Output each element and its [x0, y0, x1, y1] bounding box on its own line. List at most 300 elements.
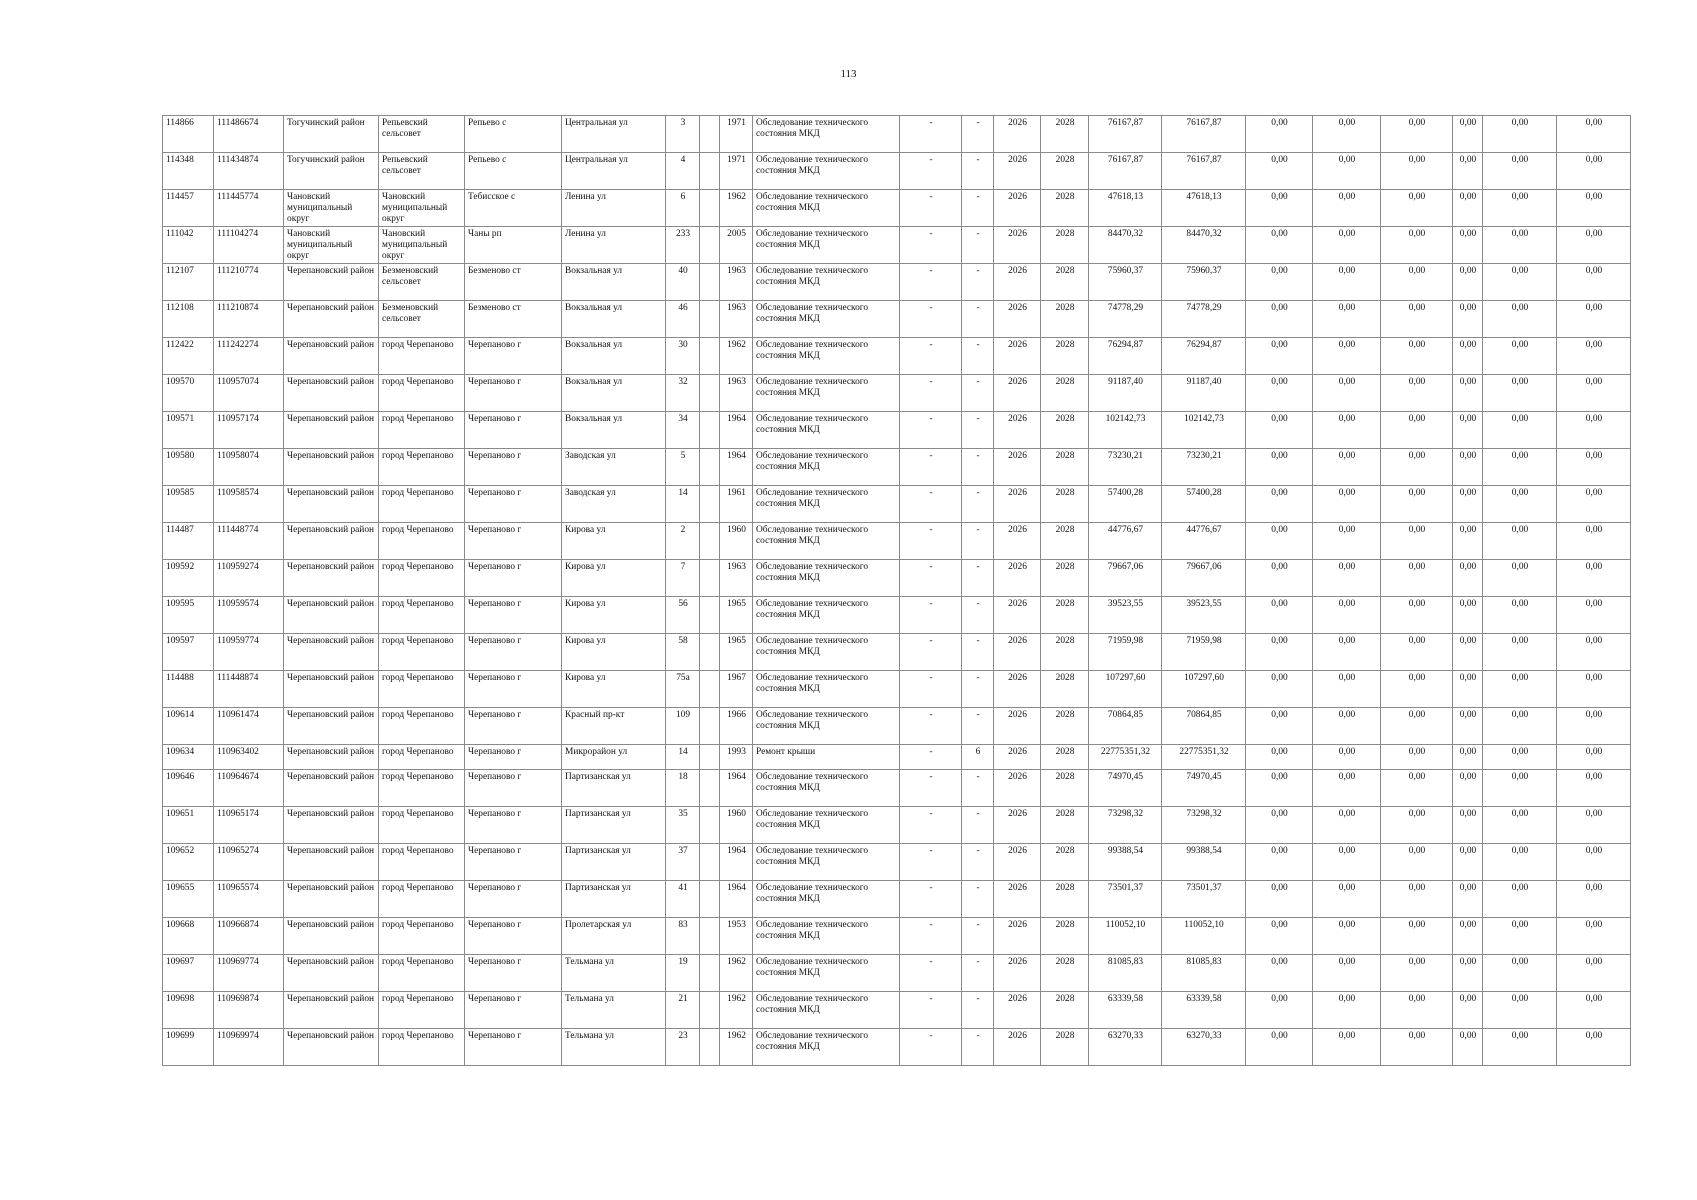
cell-house-number: 7 — [666, 560, 700, 597]
cell-total-cost: 107297,60 — [1089, 671, 1162, 708]
cell-other-funds: 0,00 — [1483, 918, 1557, 955]
cell-work-type: Обследование технического состояния МКД — [753, 412, 900, 449]
cell-regional-budget: 0,00 — [1313, 486, 1381, 523]
cell-reserve: 0,00 — [1557, 745, 1631, 770]
cell-owner-funds: 0,00 — [1453, 745, 1483, 770]
cell-build-year: 1962 — [720, 992, 753, 1029]
cell-house-number: 46 — [666, 301, 700, 338]
cell-settlement: Черепаново г — [465, 597, 562, 634]
cell-quantity: - — [962, 955, 994, 992]
cell-start-year: 2026 — [994, 770, 1041, 807]
cell-district: Черепановский район — [284, 1029, 379, 1066]
cell-federal-support: 0,00 — [1246, 918, 1313, 955]
cell-quantity: - — [962, 844, 994, 881]
table-row — [163, 671, 1631, 708]
cell-reserve: 0,00 — [1557, 449, 1631, 486]
cell-record-id: 114487 — [163, 523, 214, 560]
table-row — [163, 708, 1631, 745]
cell-regional-budget: 0,00 — [1313, 227, 1381, 264]
cell-municipality: город Черепаново — [379, 560, 465, 597]
cell-local-budget: 0,00 — [1381, 881, 1453, 918]
cell-local-budget: 0,00 — [1381, 708, 1453, 745]
cell-record-id: 109651 — [163, 807, 214, 844]
cell-municipality: Чановский муниципальный округ — [379, 190, 465, 227]
cell-total-cost: 76167,87 — [1089, 116, 1162, 153]
cell-house-code: 110958574 — [214, 486, 284, 523]
table-row — [163, 1029, 1631, 1066]
cell-reserve: 0,00 — [1557, 227, 1631, 264]
cell-start-year: 2026 — [994, 745, 1041, 770]
cell-federal-support: 0,00 — [1246, 1029, 1313, 1066]
cell-district: Черепановский район — [284, 375, 379, 412]
cell-house-number: 30 — [666, 338, 700, 375]
cell-reserve: 0,00 — [1557, 301, 1631, 338]
cell-house-number: 14 — [666, 745, 700, 770]
cell-start-year: 2026 — [994, 227, 1041, 264]
cell-regional-fund: 75960,37 — [1162, 264, 1246, 301]
cell-regional-fund: 84470,32 — [1162, 227, 1246, 264]
cell-build-year: 1964 — [720, 881, 753, 918]
cell-municipality: город Черепаново — [379, 375, 465, 412]
cell-settlement: Черепаново г — [465, 375, 562, 412]
cell-federal-support: 0,00 — [1246, 992, 1313, 1029]
cell-owner-funds: 0,00 — [1453, 708, 1483, 745]
cell-house-number: 41 — [666, 881, 700, 918]
cell-regional-fund: 73298,32 — [1162, 807, 1246, 844]
cell-start-year: 2026 — [994, 992, 1041, 1029]
cell-district: Черепановский район — [284, 560, 379, 597]
cell-regional-budget: 0,00 — [1313, 918, 1381, 955]
cell-end-year: 2028 — [1041, 634, 1089, 671]
cell-district: Черепановский район — [284, 412, 379, 449]
cell-street: Партизанская ул — [562, 807, 666, 844]
cell-street: Кирова ул — [562, 671, 666, 708]
cell-record-id: 109585 — [163, 486, 214, 523]
cell-municipality: город Черепаново — [379, 338, 465, 375]
page-number: 113 — [840, 68, 857, 80]
cell-street: Пролетарская ул — [562, 918, 666, 955]
cell-house-code: 110969874 — [214, 992, 284, 1029]
cell-municipality: город Черепаново — [379, 671, 465, 708]
cell-federal-support: 0,00 — [1246, 955, 1313, 992]
cell-quantity: - — [962, 412, 994, 449]
cell-municipality: город Черепаново — [379, 597, 465, 634]
cell-building — [700, 597, 720, 634]
cell-settlement: Черепаново г — [465, 807, 562, 844]
cell-house-code: 111445774 — [214, 190, 284, 227]
cell-house-code: 111448774 — [214, 523, 284, 560]
cell-regional-budget: 0,00 — [1313, 807, 1381, 844]
cell-other-funds: 0,00 — [1483, 190, 1557, 227]
cell-record-id: 114866 — [163, 116, 214, 153]
cell-unit: - — [900, 918, 962, 955]
cell-municipality: город Черепаново — [379, 844, 465, 881]
cell-street: Вокзальная ул — [562, 412, 666, 449]
cell-work-type: Обследование технического состояния МКД — [753, 770, 900, 807]
cell-start-year: 2026 — [994, 338, 1041, 375]
cell-local-budget: 0,00 — [1381, 992, 1453, 1029]
cell-regional-fund: 74778,29 — [1162, 301, 1246, 338]
cell-regional-fund: 63339,58 — [1162, 992, 1246, 1029]
cell-start-year: 2026 — [994, 881, 1041, 918]
cell-local-budget: 0,00 — [1381, 745, 1453, 770]
cell-record-id: 109614 — [163, 708, 214, 745]
cell-settlement: Черепаново г — [465, 745, 562, 770]
cell-settlement: Репьево с — [465, 116, 562, 153]
cell-federal-support: 0,00 — [1246, 807, 1313, 844]
cell-build-year: 1971 — [720, 116, 753, 153]
cell-regional-budget: 0,00 — [1313, 881, 1381, 918]
cell-work-type: Обследование технического состояния МКД — [753, 375, 900, 412]
cell-unit: - — [900, 412, 962, 449]
cell-reserve: 0,00 — [1557, 412, 1631, 449]
cell-record-id: 112422 — [163, 338, 214, 375]
cell-district: Черепановский район — [284, 918, 379, 955]
cell-municipality: Репьевский сельсовет — [379, 153, 465, 190]
cell-federal-support: 0,00 — [1246, 671, 1313, 708]
cell-quantity: - — [962, 116, 994, 153]
cell-regional-budget: 0,00 — [1313, 190, 1381, 227]
cell-building — [700, 881, 720, 918]
cell-build-year: 1953 — [720, 918, 753, 955]
cell-street: Ленина ул — [562, 190, 666, 227]
cell-other-funds: 0,00 — [1483, 560, 1557, 597]
cell-local-budget: 0,00 — [1381, 1029, 1453, 1066]
cell-house-number: 32 — [666, 375, 700, 412]
cell-settlement: Черепаново г — [465, 881, 562, 918]
cell-street: Кирова ул — [562, 634, 666, 671]
cell-quantity: - — [962, 597, 994, 634]
cell-unit: - — [900, 1029, 962, 1066]
cell-end-year: 2028 — [1041, 153, 1089, 190]
cell-end-year: 2028 — [1041, 264, 1089, 301]
table-row — [163, 918, 1631, 955]
cell-settlement: Черепаново г — [465, 523, 562, 560]
cell-end-year: 2028 — [1041, 597, 1089, 634]
cell-regional-fund: 76167,87 — [1162, 116, 1246, 153]
cell-other-funds: 0,00 — [1483, 338, 1557, 375]
cell-end-year: 2028 — [1041, 955, 1089, 992]
cell-settlement: Черепаново г — [465, 844, 562, 881]
cell-owner-funds: 0,00 — [1453, 992, 1483, 1029]
table-row — [163, 955, 1631, 992]
cell-local-budget: 0,00 — [1381, 523, 1453, 560]
cell-end-year: 2028 — [1041, 227, 1089, 264]
cell-regional-fund: 44776,67 — [1162, 523, 1246, 560]
cell-house-number: 75а — [666, 671, 700, 708]
cell-federal-support: 0,00 — [1246, 412, 1313, 449]
cell-building — [700, 486, 720, 523]
cell-record-id: 109595 — [163, 597, 214, 634]
cell-start-year: 2026 — [994, 375, 1041, 412]
cell-build-year: 1993 — [720, 745, 753, 770]
cell-end-year: 2028 — [1041, 708, 1089, 745]
cell-other-funds: 0,00 — [1483, 412, 1557, 449]
cell-end-year: 2028 — [1041, 918, 1089, 955]
cell-unit: - — [900, 881, 962, 918]
cell-end-year: 2028 — [1041, 560, 1089, 597]
cell-record-id: 109668 — [163, 918, 214, 955]
cell-reserve: 0,00 — [1557, 560, 1631, 597]
cell-house-code: 110957074 — [214, 375, 284, 412]
cell-house-number: 2 — [666, 523, 700, 560]
cell-total-cost: 75960,37 — [1089, 264, 1162, 301]
cell-regional-budget: 0,00 — [1313, 955, 1381, 992]
cell-district: Черепановский район — [284, 844, 379, 881]
cell-total-cost: 91187,40 — [1089, 375, 1162, 412]
cell-federal-support: 0,00 — [1246, 449, 1313, 486]
cell-end-year: 2028 — [1041, 190, 1089, 227]
cell-house-code: 111486674 — [214, 116, 284, 153]
cell-house-number: 34 — [666, 412, 700, 449]
cell-work-type: Обследование технического состояния МКД — [753, 264, 900, 301]
cell-work-type: Обследование технического состояния МКД — [753, 560, 900, 597]
cell-unit: - — [900, 807, 962, 844]
cell-unit: - — [900, 116, 962, 153]
cell-municipality: Безменовский сельсовет — [379, 264, 465, 301]
cell-start-year: 2026 — [994, 955, 1041, 992]
cell-other-funds: 0,00 — [1483, 1029, 1557, 1066]
cell-build-year: 1964 — [720, 770, 753, 807]
cell-owner-funds: 0,00 — [1453, 301, 1483, 338]
cell-regional-fund: 57400,28 — [1162, 486, 1246, 523]
cell-local-budget: 0,00 — [1381, 264, 1453, 301]
cell-owner-funds: 0,00 — [1453, 918, 1483, 955]
cell-total-cost: 63339,58 — [1089, 992, 1162, 1029]
cell-other-funds: 0,00 — [1483, 153, 1557, 190]
cell-settlement: Репьево с — [465, 153, 562, 190]
cell-settlement: Тебисское с — [465, 190, 562, 227]
cell-other-funds: 0,00 — [1483, 301, 1557, 338]
cell-build-year: 1962 — [720, 955, 753, 992]
cell-quantity: - — [962, 375, 994, 412]
cell-house-number: 4 — [666, 153, 700, 190]
cell-federal-support: 0,00 — [1246, 560, 1313, 597]
cell-quantity: - — [962, 264, 994, 301]
cell-build-year: 1963 — [720, 264, 753, 301]
cell-house-code: 110965574 — [214, 881, 284, 918]
cell-house-number: 35 — [666, 807, 700, 844]
cell-work-type: Обследование технического состояния МКД — [753, 301, 900, 338]
cell-other-funds: 0,00 — [1483, 116, 1557, 153]
cell-work-type: Обследование технического состояния МКД — [753, 523, 900, 560]
cell-federal-support: 0,00 — [1246, 116, 1313, 153]
cell-district: Черепановский район — [284, 486, 379, 523]
cell-end-year: 2028 — [1041, 523, 1089, 560]
cell-start-year: 2026 — [994, 671, 1041, 708]
cell-regional-budget: 0,00 — [1313, 412, 1381, 449]
cell-district: Черепановский район — [284, 708, 379, 745]
cell-street: Партизанская ул — [562, 844, 666, 881]
cell-work-type: Обследование технического состояния МКД — [753, 597, 900, 634]
cell-federal-support: 0,00 — [1246, 844, 1313, 881]
cell-quantity: 6 — [962, 745, 994, 770]
cell-local-budget: 0,00 — [1381, 486, 1453, 523]
cell-building — [700, 116, 720, 153]
cell-regional-fund: 107297,60 — [1162, 671, 1246, 708]
cell-record-id: 109634 — [163, 745, 214, 770]
cell-record-id: 109646 — [163, 770, 214, 807]
cell-total-cost: 73501,37 — [1089, 881, 1162, 918]
cell-federal-support: 0,00 — [1246, 881, 1313, 918]
cell-district: Черепановский район — [284, 671, 379, 708]
cell-building — [700, 1029, 720, 1066]
cell-other-funds: 0,00 — [1483, 955, 1557, 992]
cell-start-year: 2026 — [994, 597, 1041, 634]
cell-house-code: 110964674 — [214, 770, 284, 807]
cell-building — [700, 807, 720, 844]
cell-local-budget: 0,00 — [1381, 301, 1453, 338]
cell-work-type: Обследование технического состояния МКД — [753, 486, 900, 523]
cell-local-budget: 0,00 — [1381, 807, 1453, 844]
cell-quantity: - — [962, 338, 994, 375]
cell-record-id: 114488 — [163, 671, 214, 708]
cell-start-year: 2026 — [994, 844, 1041, 881]
cell-house-number: 58 — [666, 634, 700, 671]
cell-unit: - — [900, 745, 962, 770]
cell-building — [700, 338, 720, 375]
cell-build-year: 1965 — [720, 597, 753, 634]
cell-quantity: - — [962, 881, 994, 918]
cell-owner-funds: 0,00 — [1453, 153, 1483, 190]
cell-owner-funds: 0,00 — [1453, 844, 1483, 881]
cell-municipality: город Черепаново — [379, 955, 465, 992]
cell-municipality: город Черепаново — [379, 770, 465, 807]
cell-building — [700, 412, 720, 449]
table-row — [163, 844, 1631, 881]
cell-building — [700, 634, 720, 671]
cell-settlement: Черепаново г — [465, 412, 562, 449]
cell-regional-fund: 74970,45 — [1162, 770, 1246, 807]
cell-work-type: Обследование технического состояния МКД — [753, 227, 900, 264]
cell-district: Черепановский район — [284, 301, 379, 338]
cell-federal-support: 0,00 — [1246, 708, 1313, 745]
cell-quantity: - — [962, 708, 994, 745]
cell-street: Центральная ул — [562, 153, 666, 190]
cell-house-number: 40 — [666, 264, 700, 301]
cell-end-year: 2028 — [1041, 449, 1089, 486]
cell-local-budget: 0,00 — [1381, 844, 1453, 881]
cell-reserve: 0,00 — [1557, 992, 1631, 1029]
cell-regional-budget: 0,00 — [1313, 560, 1381, 597]
cell-regional-fund: 70864,85 — [1162, 708, 1246, 745]
cell-end-year: 2028 — [1041, 992, 1089, 1029]
cell-unit: - — [900, 153, 962, 190]
cell-record-id: 112108 — [163, 301, 214, 338]
cell-regional-fund: 76167,87 — [1162, 153, 1246, 190]
cell-reserve: 0,00 — [1557, 807, 1631, 844]
cell-end-year: 2028 — [1041, 375, 1089, 412]
cell-work-type: Обследование технического состояния МКД — [753, 918, 900, 955]
cell-regional-budget: 0,00 — [1313, 634, 1381, 671]
table-row — [163, 634, 1631, 671]
cell-house-code: 110965174 — [214, 807, 284, 844]
cell-street: Вокзальная ул — [562, 375, 666, 412]
cell-local-budget: 0,00 — [1381, 338, 1453, 375]
cell-district: Черепановский район — [284, 338, 379, 375]
cell-unit: - — [900, 560, 962, 597]
cell-unit: - — [900, 597, 962, 634]
cell-record-id: 109571 — [163, 412, 214, 449]
cell-end-year: 2028 — [1041, 671, 1089, 708]
cell-regional-budget: 0,00 — [1313, 844, 1381, 881]
cell-building — [700, 264, 720, 301]
cell-quantity: - — [962, 153, 994, 190]
cell-owner-funds: 0,00 — [1453, 881, 1483, 918]
cell-owner-funds: 0,00 — [1453, 338, 1483, 375]
cell-settlement: Черепаново г — [465, 671, 562, 708]
cell-regional-fund: 73501,37 — [1162, 881, 1246, 918]
cell-street: Вокзальная ул — [562, 301, 666, 338]
cell-local-budget: 0,00 — [1381, 116, 1453, 153]
cell-municipality: город Черепаново — [379, 708, 465, 745]
cell-regional-budget: 0,00 — [1313, 338, 1381, 375]
table-row — [163, 116, 1631, 153]
cell-regional-fund: 91187,40 — [1162, 375, 1246, 412]
cell-regional-budget: 0,00 — [1313, 375, 1381, 412]
cell-house-number: 23 — [666, 1029, 700, 1066]
cell-other-funds: 0,00 — [1483, 375, 1557, 412]
cell-unit: - — [900, 955, 962, 992]
table-row — [163, 227, 1631, 264]
cell-settlement: Черепаново г — [465, 560, 562, 597]
cell-district: Черепановский район — [284, 597, 379, 634]
cell-reserve: 0,00 — [1557, 264, 1631, 301]
cell-owner-funds: 0,00 — [1453, 807, 1483, 844]
cell-street: Кирова ул — [562, 560, 666, 597]
cell-owner-funds: 0,00 — [1453, 955, 1483, 992]
cell-end-year: 2028 — [1041, 881, 1089, 918]
cell-federal-support: 0,00 — [1246, 486, 1313, 523]
cell-federal-support: 0,00 — [1246, 301, 1313, 338]
cell-street: Заводская ул — [562, 486, 666, 523]
cell-street: Ленина ул — [562, 227, 666, 264]
cell-municipality: город Черепаново — [379, 634, 465, 671]
cell-municipality: город Черепаново — [379, 807, 465, 844]
cell-build-year: 1964 — [720, 844, 753, 881]
cell-local-budget: 0,00 — [1381, 634, 1453, 671]
cell-regional-fund: 71959,98 — [1162, 634, 1246, 671]
cell-building — [700, 449, 720, 486]
table-row — [163, 153, 1631, 190]
cell-start-year: 2026 — [994, 560, 1041, 597]
cell-municipality: Репьевский сельсовет — [379, 116, 465, 153]
cell-other-funds: 0,00 — [1483, 745, 1557, 770]
cell-reserve: 0,00 — [1557, 955, 1631, 992]
cell-regional-budget: 0,00 — [1313, 523, 1381, 560]
cell-regional-fund: 73230,21 — [1162, 449, 1246, 486]
cell-record-id: 109592 — [163, 560, 214, 597]
cell-record-id: 109570 — [163, 375, 214, 412]
cell-house-code: 110959274 — [214, 560, 284, 597]
cell-record-id: 109655 — [163, 881, 214, 918]
cell-house-code: 110959774 — [214, 634, 284, 671]
cell-unit: - — [900, 992, 962, 1029]
cell-build-year: 1960 — [720, 807, 753, 844]
cell-reserve: 0,00 — [1557, 918, 1631, 955]
cell-building — [700, 844, 720, 881]
cell-settlement: Черепаново г — [465, 338, 562, 375]
cell-building — [700, 955, 720, 992]
cell-federal-support: 0,00 — [1246, 523, 1313, 560]
cell-other-funds: 0,00 — [1483, 449, 1557, 486]
cell-total-cost: 99388,54 — [1089, 844, 1162, 881]
cell-total-cost: 73298,32 — [1089, 807, 1162, 844]
cell-settlement: Черепаново г — [465, 992, 562, 1029]
cell-street: Тельмана ул — [562, 992, 666, 1029]
table-row — [163, 190, 1631, 227]
cell-local-budget: 0,00 — [1381, 955, 1453, 992]
